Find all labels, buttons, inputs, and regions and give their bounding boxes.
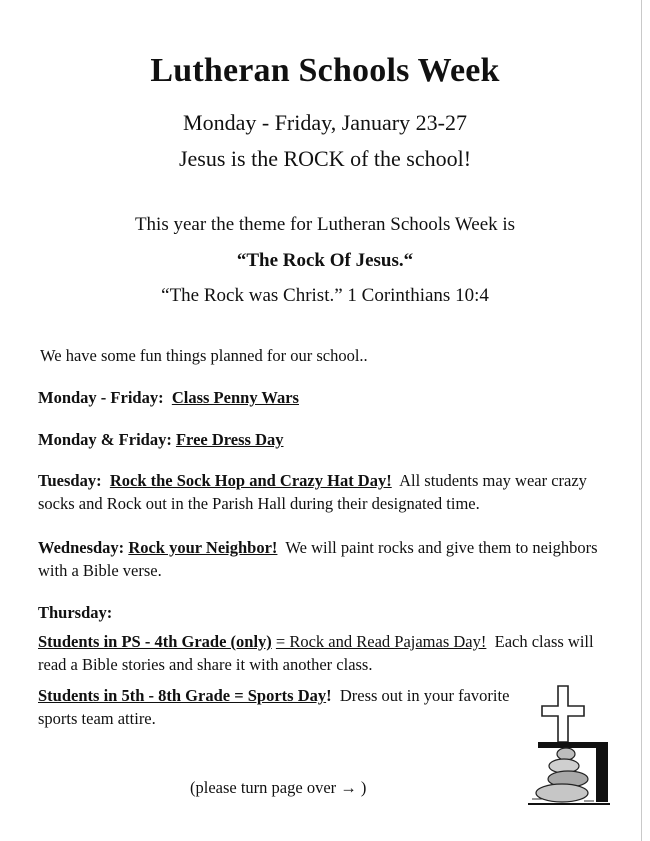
schedule-thursday-upper — [38, 684, 538, 730]
theme-intro: This year the theme for Lutheran Schools Week is — [134, 214, 516, 235]
schedule-tuesday — [38, 469, 608, 515]
event-name: Free Dress Day — [175, 430, 284, 449]
motto: Jesus is the ROCK of the school! — [178, 146, 472, 171]
group-label: Students in 5th - 8th Grade = Sports Day — [38, 686, 327, 705]
event-name: Rock the Sock Hop and Crazy Hat Day! — [109, 471, 392, 490]
event-details: Each class will read a Bible stories and share it with another class. — [38, 632, 594, 674]
theme-name: “The Rock Of Jesus.“ — [236, 250, 414, 271]
schedule-thursday-label: Thursday: — [38, 603, 113, 622]
group-punct: ! — [326, 686, 332, 705]
event-dates: Monday - Friday, January 23-27 — [183, 110, 467, 135]
event-details: Dress out in your favorite sports team attire. — [38, 686, 510, 728]
day-label: Tuesday: — [38, 471, 102, 490]
day-label: Wednesday: — [38, 538, 125, 557]
event-name: = Rock and Read Pajamas Day! — [275, 632, 487, 651]
event-name: Rock your Neighbor! — [128, 538, 278, 557]
page-title: Lutheran Schools Week — [150, 52, 500, 89]
event-details: We will paint rocks and give them to neighbors with a Bible verse. — [38, 538, 598, 580]
intro-text: We have some fun things planned for our school.. — [40, 346, 368, 365]
cross-on-rocks-icon — [522, 680, 616, 810]
schedule-thursday-ps — [38, 630, 618, 676]
turn-page-note: (please turn page over → ) — [190, 778, 367, 797]
bible-verse: “The Rock was Christ.” 1 Corinthians 10:4 — [161, 285, 489, 306]
event-name: Class Penny Wars — [171, 388, 299, 407]
day-label: Monday & Friday: — [38, 430, 172, 449]
schedule-monday-friday — [38, 386, 598, 409]
schedule-monday-and-friday — [38, 428, 598, 451]
group-label: Students in PS - 4th Grade (only) — [38, 632, 272, 651]
day-label: Monday - Friday: — [38, 388, 164, 407]
event-details: All students may wear crazy socks and Rock out in the Parish Hall during their designated time. — [38, 471, 587, 513]
schedule-wednesday — [38, 536, 598, 582]
